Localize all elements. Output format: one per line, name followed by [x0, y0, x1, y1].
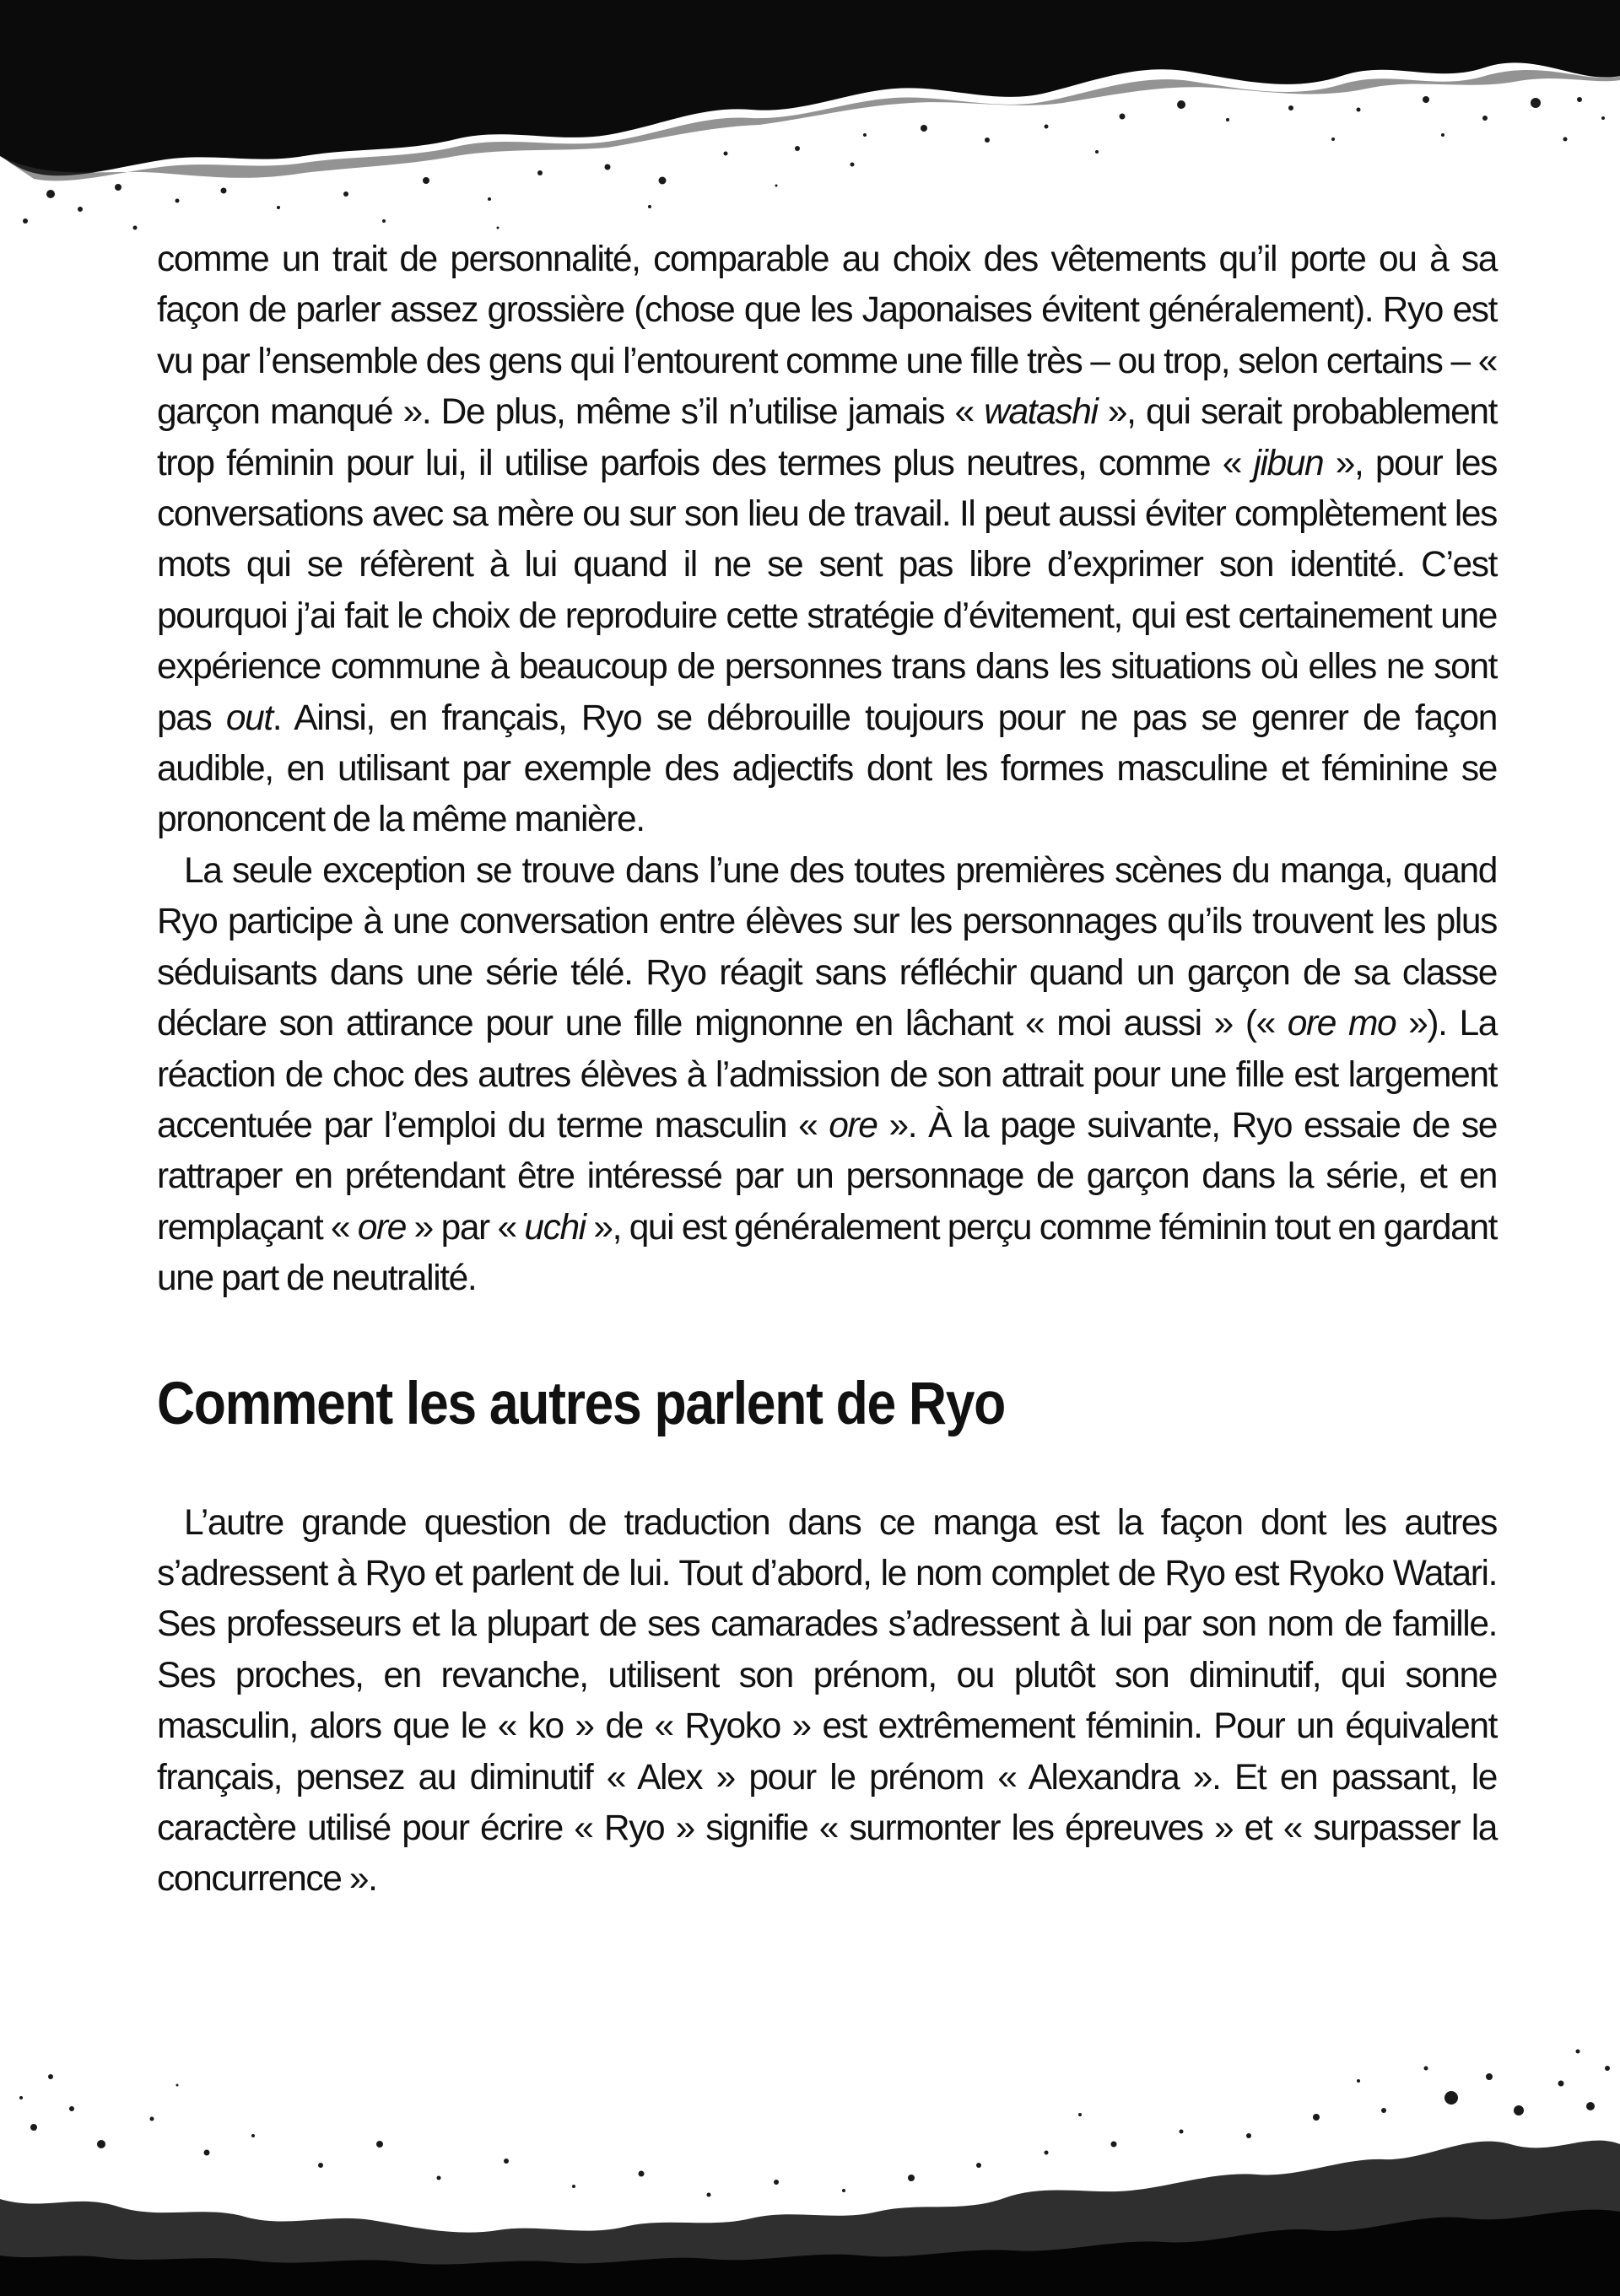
paragraph: comme un trait de personnalité, comparable au choix des vêtements qu’il porte ou à sa façon de parler assez grossière (chose que les Japonaises évitent généralement). Ryo est vu par l’ensemble des gens qui l’entourent comme une fille très – ou trop, selon certains – « garçon manqué ». De plus, même s’il n’utilise jamais « watashi », qui serait probablement trop féminin pour lui, il utilise parfois des termes plus neutres, comme « jibun », pour les conversations avec sa mère ou sur son lieu de travail. Il peut aussi éviter complètement les mots qui se réfèrent à lui quand il ne se sent pas libre d’exprimer son identité. C’est pourquoi j’ai fait le choix de reproduire cette stratégie d’évitement, qui est certainement une expérience commune à beaucoup de personnes trans dans les situations où elles ne sont pas out. Ainsi, en français, Ryo se débrouille toujours pour ne pas se genrer de façon audible, en utilisant par exemple des adjectifs dont les formes masculine et féminine se prononcent de la même manière. [157, 240, 1497, 840]
italic-term: ore [357, 1207, 407, 1248]
italic-term: watashi [984, 392, 1098, 433]
ink-splatter-top [0, 0, 1620, 253]
italic-term: uchi [524, 1207, 586, 1248]
paragraph: La seule exception se trouve dans l’une des toutes premières scènes du manga, quand Ryo participe à une conversation entre élèves sur les personnages qu’ils trouvent les plus séduisants dans une série télé. Ryo réagit sans réfléchir quand un garçon de sa classe déclare son attirance pour une fille mignonne en lâchant « moi aussi » (« ore mo »). La réaction de choc des autres élèves à l’admission de son attrait pour une fille est largement accentuée par l’emploi du terme masculin « ore ». À la page suivante, Ryo essaie de se rattraper en prétendant être intéressé par un personnage de garçon dans la série, et en remplaçant « ore » par « uchi », qui est généralement perçu comme féminin tout en gardant une part de neutralité. [157, 850, 1498, 1299]
italic-term: jibun [1253, 443, 1324, 483]
paragraph: L’autre grande question de traduction dans ce manga est la façon dont les autres s’adressent à Ryo et parlent de lui. Tout d’abord, le nom complet de Ryo est Ryoko Watari. Ses professeurs et la plupart de ses camarades s’adressent à lui par son nom de famille. Ses proches, en revanche, utilisent son prénom, ou plutôt son diminutif, qui sonne masculin, alors que le « ko » de « Ryoko » est extrêmement féminin. Pour un équivalent français, pensez au diminutif « Alex » pour le prénom « Alexandra ». Et en passant, le caractère utilisé pour écrire « Ryo » signifie « surmonter les épreuves » et « surpasser la concurrence ». [157, 1502, 1497, 1900]
italic-term: ore [829, 1105, 878, 1145]
section-heading: Comment les autres parlent de Ryo [157, 1370, 1006, 1437]
article-body [157, 234, 1497, 1905]
italic-term: out [225, 698, 273, 738]
ink-splatter-bottom [0, 2018, 1620, 2296]
italic-term: ore mo [1287, 1004, 1396, 1044]
